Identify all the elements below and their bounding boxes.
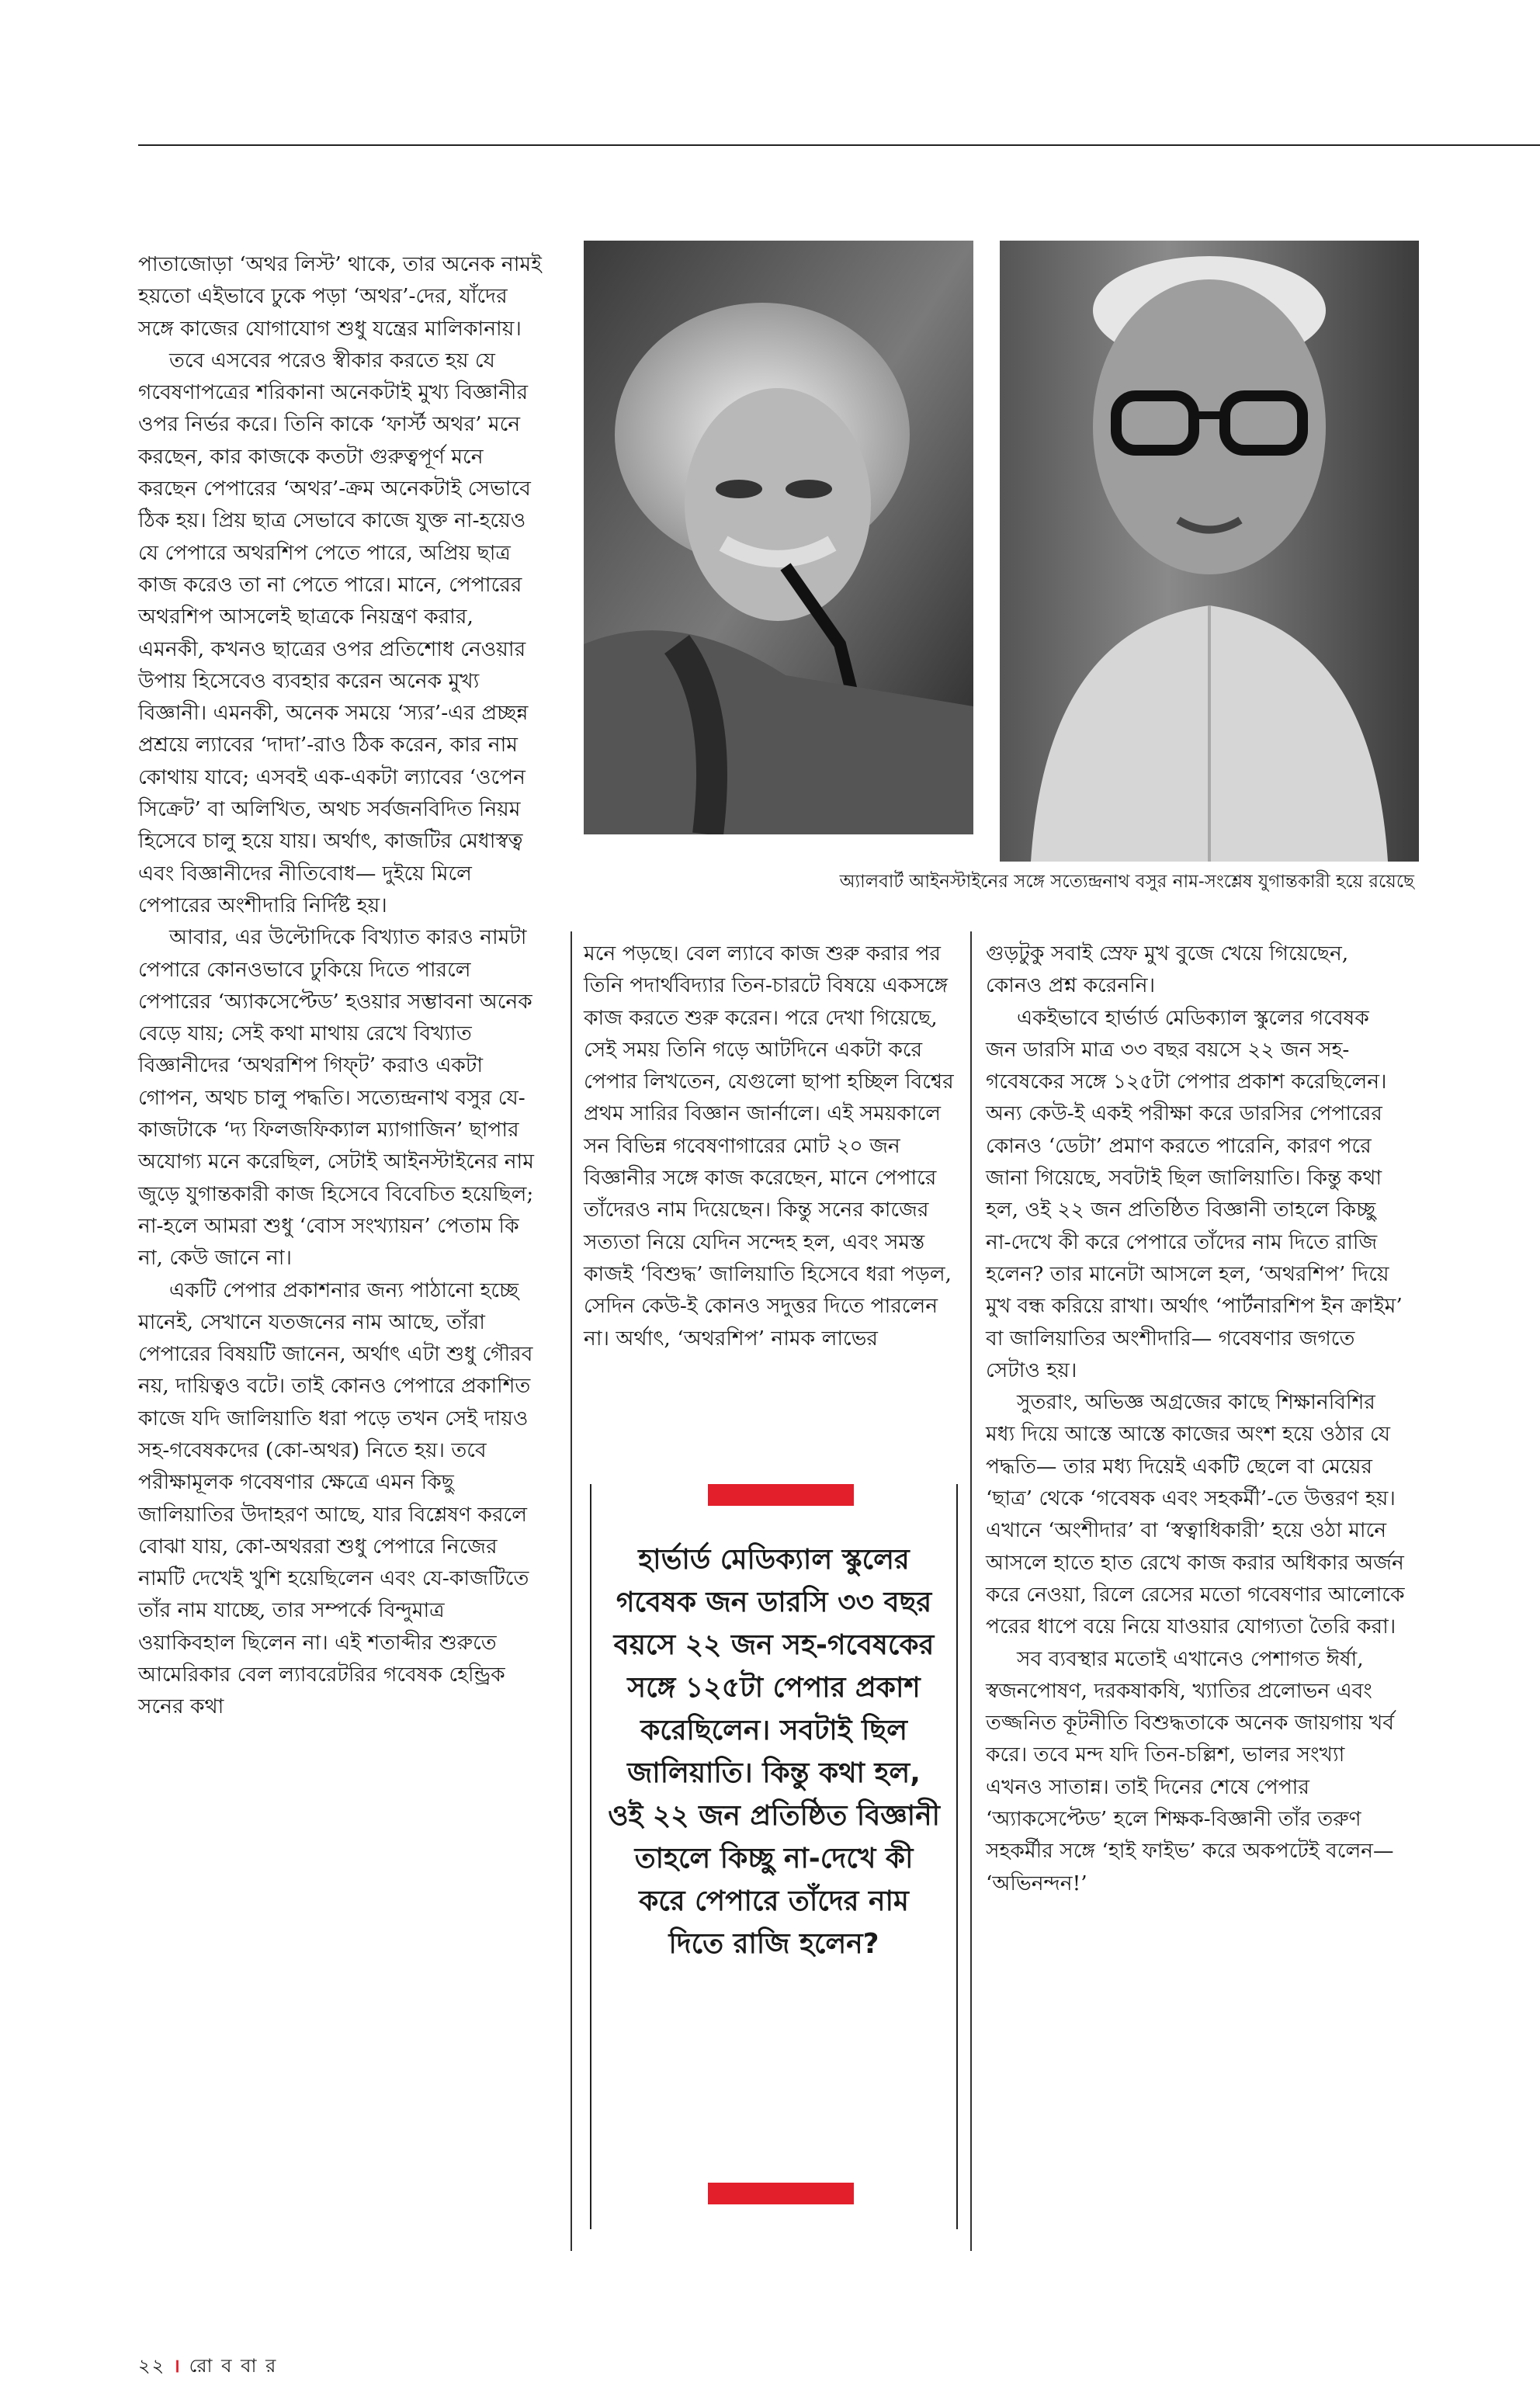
- magazine-name: রো ব বা র: [189, 2355, 278, 2377]
- pull-quote: [590, 1484, 958, 2229]
- paragraph: তবে এসবের পরেও স্বীকার করতে হয় যে গবেষণাপত্রের শরিকানা অনেকটাই মুখ্য বিজ্ঞানীর ওপর নির্ভর করে। তিনি কাকে ‘ফার্স্ট অথর’ মনে করছেন, কার কাজকে কতটা গুরুত্বপূর্ণ মনে করছেন পেপারের ‘অথর’-ক্রম অনেকটাই সেভাবে ঠিক হয়। প্রিয় ছাত্র সেভাবে কাজে যুক্ত না-হয়েও যে পেপারে অথরশিপ পেতে পারে, অপ্রিয় ছাত্র কাজ করেও তা না পেতে পারে। মানে, পেপারের অথরশিপ আসলেই ছাত্রকে নিয়ন্ত্রণ করার, এমনকী, কখনও ছাত্রের ওপর প্রতিশোধ নেওয়ার উপায় হিসেবেও ব্যবহার করেন অনেক মুখ্য বিজ্ঞানী। এমনকী, অনেক সময়ে ‘স্যর’-এর প্রচ্ছন্ন প্রশ্রয়ে ল্যাবের ‘দাদা’-রাও ঠিক করেন, কার নাম কোথায় যাবে; এসবই এক-একটা ল্যাবের ‘ওপেন সিক্রেট’ বা অলিখিত, অথচ সর্বজনবিদিত নিয়ম হিসেবে চালু হয়ে যায়। অর্থাৎ, কাজটির মেধাস্বত্ব এবং বিজ্ঞানীদের নীতিবোধ— দুইয়ে মিলে পেপারের অংশীদারি নির্দিষ্ট হয়।: [138, 348, 531, 917]
- article-column-2: [584, 938, 956, 1354]
- page-number: ২২: [138, 2355, 166, 2377]
- pull-quote-text: হার্ভার্ড মেডিক্যাল স্কুলের গবেষক জন ডারসি ৩৩ বছর বয়সে ২২ জন সহ-গবেষকের সঙ্গে ১২৫টা পেপার প্রকাশ করেছিলেন। সবটাই ছিল জালিয়াতি। কিন্তু কথা হল, ওই ২২ জন প্রতিষ্ঠিত বিজ্ঞানী তাহলে কিচ্ছু না-দেখে কী করে পেপারে তাঁদের নাম দিতে রাজি হলেন?: [608, 1544, 940, 1960]
- column-divider: [970, 931, 972, 2251]
- paragraph: মনে পড়ছে। বেল ল্যাবে কাজ শুরু করার পর তিনি পদার্থবিদ্যার তিন-চারটে বিষয়ে একসঙ্গে কাজ করতে শুরু করেন। পরে দেখা গিয়েছে, সেই সময় তিনি গড়ে আটদিনে একটা করে পেপার লিখতেন, যেগুলো ছাপা হচ্ছিল বিশ্বের প্রথম সারির বিজ্ঞান জার্নালে। এই সময়কালে সন বিভিন্ন গবেষণাগারের মোট ২০ জন বিজ্ঞানীর সঙ্গে কাজ করেছেন, মানে পেপারে তাঁদেরও নাম দিয়েছেন। কিন্তু সনের কাজের সত্যতা নিয়ে যেদিন সন্দেহ হল, এবং সমস্ত কাজই ‘বিশুদ্ধ’ জালিয়াতি হিসেবে ধরা পড়ল, সেদিন কেউ-ই কোনও সদুত্তর দিতে পারলেন না। অর্থাৎ, ‘অথরশিপ’ নামক লাভের: [584, 942, 954, 1351]
- column-divider: [571, 931, 572, 2251]
- paragraph: সুতরাং, অভিজ্ঞ অগ্রজের কাছে শিক্ষানবিশির মধ্য দিয়ে আস্তে আস্তে কাজের অংশ হয়ে ওঠার যে পদ্ধতি— তার মধ্য দিয়েই একটি ছেলে বা মেয়ের ‘ছাত্র’ থেকে ‘গবেষক এবং সহকর্মী’-তে উত্তরণ হয়। এখানে ‘অংশীদার’ বা ‘স্বত্বাধিকারী’ হয়ে ওঠা মানে আসলে হাতে হাত রেখে কাজ করার অধিকার অর্জন করে নেওয়া, রিলে রেসের মতো গবেষণার আলোকে পরের ধাপে বয়ে নিয়ে যাওয়ার যোগ্যতা তৈরি করা।: [986, 1390, 1405, 1639]
- article-column-1: [138, 248, 542, 1723]
- bose-photo: [1000, 241, 1419, 862]
- paragraph: একইভাবে হার্ভার্ড মেডিক্যাল স্কুলের গবেষক জন ডারসি মাত্র ৩৩ বছর বয়সে ২২ জন সহ-গবেষকের সঙ্গে ১২৫টা পেপার প্রকাশ করেছিলেন। অন্য কেউ-ই একই পরীক্ষা করে ডারসির পেপারের কোনও ‘ডেটা’ প্রমাণ করতে পারেনি, কারণ পরে জানা গিয়েছে, সবটাই ছিল জালিয়াতি। কিন্তু কথা হল, ওই ২২ জন প্রতিষ্ঠিত বিজ্ঞানী তাহলে কিচ্ছু না-দেখে কী করে পেপারে তাঁদের নাম দিতে রাজি হলেন? তার মানেটা আসলে হল, ‘অথরশিপ’ দিয়ে মুখ বন্ধ করিয়ে রাখা। অর্থাৎ ‘পার্টনারশিপ ইন ক্রাইম’ বা জালিয়াতির অংশীদারি— গবেষণার জগতে সেটাও হয়।: [986, 1005, 1403, 1382]
- accent-bar: [708, 1484, 854, 1506]
- paragraph: পাতাজোড়া ‘অথর লিস্ট’ থাকে, তার অনেক নামই হয়তো এইভাবে ঢুকে পড়া ‘অথর’-দের, যাঁদের সঙ্গে কাজের যোগাযোগ শুধু যন্ত্রের মালিকানায়।: [138, 252, 542, 341]
- article-column-3: [986, 938, 1405, 1899]
- paragraph: আবার, এর উল্টোদিকে বিখ্যাত কারও নামটা পেপারে কোনওভাবে ঢুকিয়ে দিতে পারলে পেপারের ‘অ্যাকসেপ্টেড’ হওয়ার সম্ভাবনা অনেক বেড়ে যায়; সেই কথা মাথায় রেখে বিখ্যাত বিজ্ঞানীদের ‘অথরশিপ গিফ্‌ট’ করাও একটা গোপন, অথচ চালু পদ্ধতি। সত্যেন্দ্রনাথ বসুর যে-কাজটাকে ‘দ্য ফিলজফিক্যাল ম্যাগাজিন’ ছাপার অযোগ্য মনে করেছিল, সেটাই আইনস্টাইনের নাম জুড়ে যুগান্তকারী কাজ হিসেবে বিবেচিত হয়েছিল; না-হলে আমরা শুধু ‘বোস সংখ্যায়ন’ পেতাম কি না, কেউ জানে না।: [138, 925, 534, 1271]
- paragraph: একটি পেপার প্রকাশনার জন্য পাঠানো হচ্ছে মানেই, সেখানে যতজনের নাম আছে, তাঁরা পেপারের বিষয়টি জানেন, অর্থাৎ এটা শুধু গৌরব নয়, দায়িত্বও বটে। তাই কোনও পেপারে প্রকাশিত কাজে যদি জালিয়াতি ধরা পড়ে তখন সেই দায়ও সহ-গবেষকদের (কো-অথর) নিতে হয়। তবে পরীক্ষামূলক গবেষণার ক্ষেত্রে এমন কিছু জালিয়াতির উদাহরণ আছে, যার বিশ্লেষণ করলে বোঝা যায়, কো-অথররা শুধু পেপারে নিজের নামটি দেখেই খুশি হয়েছিলেন এবং যে-কাজটিতে তাঁর নাম যাচ্ছে, তার সম্পর্কে বিন্দুমাত্র ওয়াকিবহাল ছিলেন না। এই শতাব্দীর শুরুতে আমেরিকার বেল ল্যাবরেটরির গবেষক হেন্ড্রিক সনের কথা: [138, 1278, 533, 1719]
- paragraph: সব ব্যবস্থার মতোই এখানেও পেশাগত ঈর্ষা, স্বজনপোষণ, দরকষাকষি, খ্যাতির প্রলোভন এবং তজ্জনিত কূটনীতি বিশুদ্ধতাকে অনেক জায়গায় খর্ব করে। তবে মন্দ যদি তিন-চল্লিশ, ভালর সংখ্যা এখনও সাতান্ন। তাই দিনের শেষে পেপার ‘অ্যাকসেপ্টেড’ হলে শিক্ষক-বিজ্ঞানী তাঁর তরুণ সহকর্মীর সঙ্গে ‘হাই ফাইভ’ করে অকপটেই বলেন— ‘অভিনন্দন!’: [986, 1646, 1395, 1895]
- accent-bar: [708, 2183, 854, 2204]
- footer-separator: ।: [172, 2354, 182, 2377]
- einstein-photo: [584, 241, 973, 834]
- page-footer: [138, 2352, 277, 2383]
- paragraph: গুড়টুকু সবাই স্রেফ মুখ বুজে খেয়ে গিয়েছেন, কোনও প্রশ্ন করেননি।: [986, 942, 1349, 998]
- photo-caption: অ্যালবার্ট আইনস্টাইনের সঙ্গে সত্যেন্দ্রনাথ বসুর নাম-সংশ্লেষ যুগান্তকারী হয়ে রয়েছে: [839, 872, 1414, 892]
- top-rule: [138, 144, 1540, 146]
